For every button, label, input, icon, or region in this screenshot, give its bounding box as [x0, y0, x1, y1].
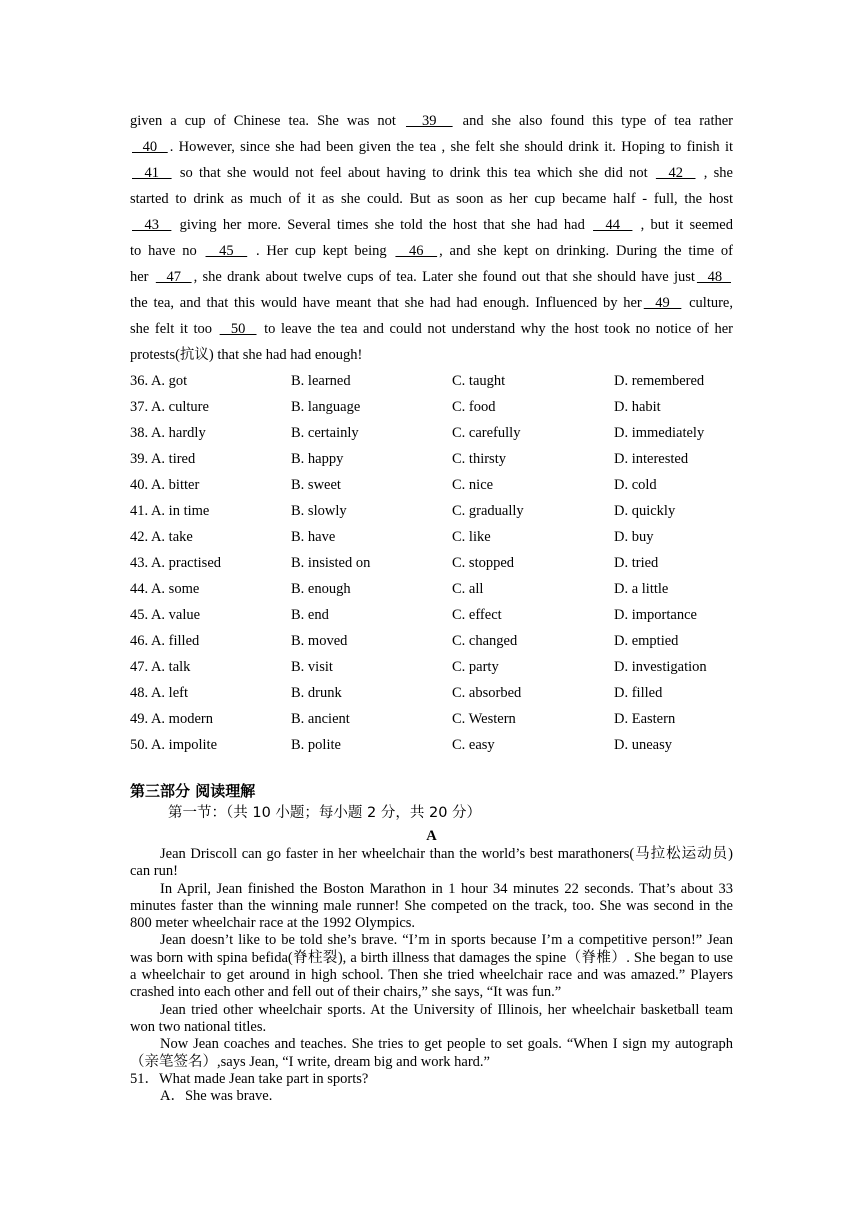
option-row	[130, 472, 733, 498]
option-choice: 36. A. got	[130, 373, 188, 389]
question-stem: 51．What made Jean take part in sports?	[130, 1070, 369, 1087]
option-choice: 45. A. value	[130, 607, 201, 623]
option-choice: D. cold	[614, 477, 657, 493]
cloze-line	[130, 134, 733, 160]
option-choice: C. gradually	[452, 503, 524, 519]
cloze-text: , she drank about twelve cups of tea. Later she found out that she should have just	[193, 269, 695, 285]
option-choice: D. filled	[614, 685, 663, 701]
option-choice: 38. A. hardly	[130, 425, 206, 441]
option-choice: 41. A. in time	[130, 503, 210, 519]
option-choice: D. buy	[614, 529, 654, 545]
option-choice: 39. A. tired	[130, 451, 196, 467]
option-row	[130, 368, 733, 394]
cloze-options	[130, 368, 733, 758]
option-choice: D. immediately	[614, 425, 705, 441]
cloze-text: , and she kept on drinking. During the time of	[439, 243, 733, 259]
option-choice: B. learned	[291, 373, 351, 389]
option-row	[130, 498, 733, 524]
cloze-text: she felt it too	[130, 321, 218, 337]
option-row	[130, 654, 733, 680]
cloze-blank: 41	[132, 165, 172, 181]
passage-letter: A	[426, 828, 437, 844]
option-choice: B. polite	[291, 737, 341, 753]
option-choice: 42. A. take	[130, 529, 193, 545]
cloze-blank: 39	[405, 113, 453, 129]
cloze-line	[130, 316, 733, 342]
cloze-text: given a cup of Chinese tea. She was not	[130, 113, 404, 129]
option-row	[130, 576, 733, 602]
option-choice: B. slowly	[291, 503, 347, 519]
option-choice: C. carefully	[452, 425, 521, 441]
option-choice: 50. A. impolite	[130, 737, 217, 753]
option-choice: C. Western	[452, 711, 516, 727]
cloze-text: the tea, and that this would have meant that she had had enough. Influenced by her	[130, 295, 642, 311]
option-choice: B. sweet	[291, 477, 341, 493]
option-row	[130, 524, 733, 550]
option-row	[130, 680, 733, 706]
cloze-blank: 47	[155, 269, 192, 285]
option-choice: B. happy	[291, 451, 344, 467]
option-choice: D. tried	[614, 555, 659, 571]
option-choice: B. drunk	[291, 685, 342, 701]
option-choice: 43. A. practised	[130, 555, 222, 571]
cloze-passage	[130, 108, 733, 368]
cloze-blank: 50	[219, 321, 257, 337]
option-choice: B. enough	[291, 581, 351, 597]
section-subtitle: 第一节：（共 10 小题；每小题 2 分，共 20 分）	[168, 805, 482, 821]
option-choice: D. investigation	[614, 659, 707, 675]
cloze-text: , she	[697, 165, 733, 181]
reading-passage	[130, 846, 733, 1071]
question-option: A．She was brave.	[160, 1088, 273, 1105]
cloze-text: . Her cup kept being	[249, 243, 394, 259]
option-choice: D. a little	[614, 581, 669, 597]
option-choice: D. emptied	[614, 633, 679, 649]
option-choice: C. changed	[452, 633, 518, 649]
option-choice: B. visit	[291, 659, 333, 675]
option-choice: D. interested	[614, 451, 689, 467]
option-choice: C. like	[452, 529, 491, 545]
cloze-text: and she also found this type of tea rather	[454, 113, 734, 129]
cloze-text: protests(抗议) that she had had enough!	[130, 347, 363, 363]
option-choice: C. nice	[452, 477, 494, 493]
cloze-text: started to drink as much of it as she could. But as soon as her cup became half - full, the host	[130, 191, 733, 207]
cloze-text: her	[130, 269, 154, 285]
passage-paragraph: Jean Driscoll can go faster in her wheelchair than the world’s best marathoners(马拉松运动员) can run!	[130, 846, 733, 880]
option-choice: 47. A. talk	[130, 659, 191, 675]
cloze-text: culture,	[683, 295, 733, 311]
option-row	[130, 394, 733, 420]
option-choice: 46. A. filled	[130, 633, 200, 649]
option-choice: 44. A. some	[130, 581, 200, 597]
cloze-blank: 48	[696, 269, 731, 285]
option-choice: B. language	[291, 399, 361, 415]
option-choice: C. absorbed	[452, 685, 522, 701]
cloze-text: , but it seemed	[634, 217, 733, 233]
option-choice: C. effect	[452, 607, 502, 623]
option-row	[130, 628, 733, 654]
option-row	[130, 732, 733, 758]
option-row	[130, 602, 733, 628]
passage-paragraph: Jean doesn’t like to be told she’s brave. “I’m in sports because I’m a competitive person!” Jean was born with spina befida(脊柱裂), a birth illness that damages the spine（脊椎）. She began to use a wheelchair to get around in high school. Then she tried wheelchair race and was amazed.” Players crashed into each other and fell out of their chairs,” she says, “It was fun.”	[130, 932, 733, 1001]
cloze-line	[130, 212, 733, 238]
cloze-line	[130, 160, 733, 186]
cloze-text: to leave the tea and could not understand why the host took no notice of her	[258, 321, 733, 337]
cloze-blank: 44	[593, 217, 633, 233]
passage-paragraph: In April, Jean finished the Boston Marathon in 1 hour 34 minutes 22 seconds. That’s about 33 minutes faster than the winning male runner! She competed on the track, too. She was second in the 800 meter wheelchair race at the 1992 Olympics.	[130, 880, 733, 932]
option-choice: B. insisted on	[291, 555, 371, 571]
option-choice: D. remembered	[614, 373, 705, 389]
option-choice: 37. A. culture	[130, 399, 209, 415]
option-choice: C. thirsty	[452, 451, 506, 467]
passage-paragraph: Now Jean coaches and teaches. She tries to get people to set goals. “When I sign my autograph（亲笔签名）,says Jean, “I write, dream big and work hard.”	[130, 1036, 733, 1070]
cloze-line	[130, 238, 733, 264]
cloze-line	[130, 108, 733, 134]
cloze-text: to have no	[130, 243, 204, 259]
cloze-blank: 40	[132, 139, 168, 155]
cloze-blank: 46	[395, 243, 438, 259]
option-choice: 48. A. left	[130, 685, 188, 701]
section-title: 第三部分 阅读理解	[130, 782, 256, 800]
option-choice: D. habit	[614, 399, 661, 415]
option-choice: C. stopped	[452, 555, 515, 571]
cloze-line	[130, 342, 733, 368]
option-choice: D. importance	[614, 607, 697, 623]
passage-paragraph: Jean tried other wheelchair sports. At the University of Illinois, her wheelchair basketball team won two national titles.	[130, 1001, 733, 1035]
option-choice: C. easy	[452, 737, 495, 753]
option-choice: D. uneasy	[614, 737, 672, 753]
option-choice: B. have	[291, 529, 336, 545]
option-choice: B. end	[291, 607, 329, 623]
option-row	[130, 420, 733, 446]
option-choice: D. quickly	[614, 503, 676, 519]
cloze-blank: 43	[132, 217, 172, 233]
option-choice: B. certainly	[291, 425, 359, 441]
cloze-line	[130, 264, 733, 290]
option-choice: D. Eastern	[614, 711, 676, 727]
option-row	[130, 706, 733, 732]
option-choice: B. ancient	[291, 711, 350, 727]
cloze-text: . However, since she had been given the tea , she felt she should drink it. Hoping to finish it	[169, 139, 734, 155]
option-choice: C. food	[452, 399, 496, 415]
cloze-blank: 45	[205, 243, 248, 259]
cloze-blank: 42	[655, 165, 696, 181]
option-choice: 49. A. modern	[130, 711, 213, 727]
option-choice: C. all	[452, 581, 484, 597]
option-choice: C. party	[452, 659, 499, 675]
cloze-text: so that she would not feel about having to drink this tea which she did not	[173, 165, 654, 181]
cloze-text: giving her more. Several times she told the host that she had had	[173, 217, 592, 233]
option-choice: C. taught	[452, 373, 506, 389]
cloze-blank: 49	[643, 295, 682, 311]
cloze-line	[130, 290, 733, 316]
option-row	[130, 550, 733, 576]
option-choice: 40. A. bitter	[130, 477, 200, 493]
option-row	[130, 446, 733, 472]
option-choice: B. moved	[291, 633, 348, 649]
exam-page	[130, 108, 733, 1105]
cloze-line	[130, 186, 733, 212]
